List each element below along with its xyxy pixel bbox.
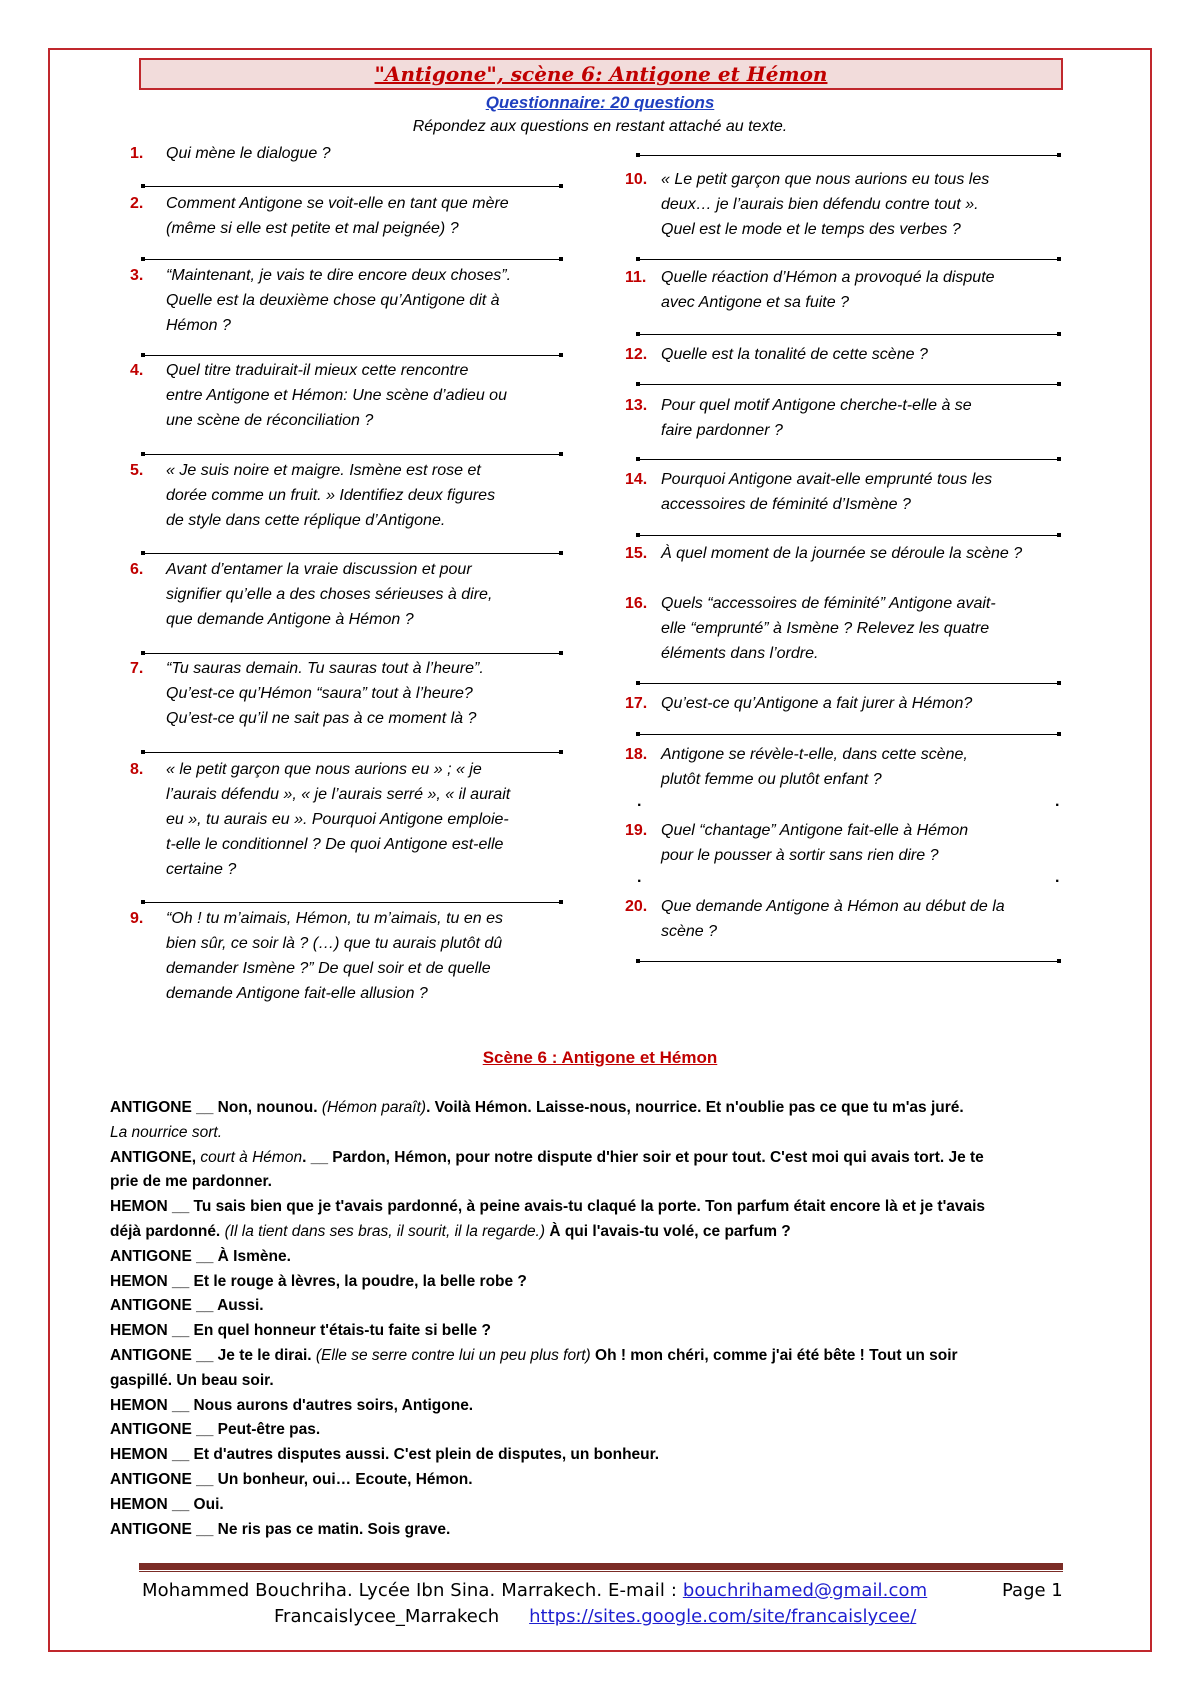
question-text — [166, 757, 510, 882]
question-text-line: Quelle est la tonalité de cette scène ? — [661, 346, 928, 363]
answer-line — [142, 902, 562, 903]
question-text-line: eu », tu aurais eu ». Pourquoi Antigone emploie- — [166, 811, 509, 828]
question-text-line: elle “emprunté” à Ismène ? Relevez les quatre — [661, 620, 990, 637]
dialogue-text: ANTIGONE __ Ne ris pas ce matin. Sois grave. — [110, 1520, 451, 1538]
question-text — [166, 141, 331, 166]
question-text-line: “Oh ! tu m’aimais, Hémon, tu m’aimais, tu en es — [166, 910, 503, 927]
question-text — [661, 167, 989, 242]
dialogue-line — [110, 1245, 1100, 1270]
question-text-line: demande Antigone fait-elle allusion ? — [166, 985, 428, 1002]
dialogue-text: ANTIGONE __ Non, nounou. — [110, 1099, 322, 1116]
question-number: 11. — [625, 269, 647, 286]
question-text — [661, 342, 928, 367]
question-text-line: l’aurais défendu », « je l’aurais serré », « il aurait — [166, 786, 511, 803]
question-number: 8. — [130, 761, 144, 778]
question-text — [661, 591, 996, 666]
dialogue-line — [110, 1493, 1100, 1518]
question-number: 18. — [625, 746, 648, 763]
footer-rule — [139, 1563, 1063, 1570]
answer-dot: . — [637, 869, 642, 886]
question-number: 3. — [130, 267, 144, 284]
question-text-line: Quelle est la deuxième chose qu’Antigone dit à — [166, 292, 500, 309]
dialogue-line — [110, 1270, 1100, 1295]
dialogue-text: . __ Pardon, Hémon, pour notre dispute d'hier soir et pour tout. C'est moi qui avais tort. Je te — [302, 1148, 984, 1166]
dialogue-text: ANTIGONE __ Aussi. — [110, 1297, 264, 1315]
footer-site-name: Francaislycee_Marrakech — [274, 1606, 500, 1627]
answer-line — [142, 553, 562, 554]
answer-line — [142, 259, 562, 260]
answer-line — [142, 653, 562, 654]
question-text — [661, 818, 968, 868]
question-text-line: Qu’est-ce qu’Antigone a fait jurer à Hémon? — [661, 695, 973, 712]
dialogue-text: À qui l'avais-tu volé, ce parfum ? — [545, 1222, 791, 1240]
footer-email-link[interactable]: bouchrihamed@gmail.com — [682, 1580, 928, 1601]
question-text-line: plutôt femme ou plutôt enfant ? — [661, 771, 882, 788]
stage-direction: La nourrice sort. — [110, 1123, 222, 1141]
answer-line — [637, 459, 1060, 460]
dialogue-text: . Voilà Hémon. Laisse-nous, nourrice. Et n'oublie pas ce que tu m'as juré. — [426, 1099, 964, 1116]
dialogue-line — [110, 1121, 1100, 1146]
footer-author: Mohammed Bouchriha. Lycée Ibn Sina. Marrakech. E-mail : — [142, 1580, 683, 1601]
question-text-line: Quels “accessoires de féminité” Antigone avait- — [661, 595, 996, 612]
question-number: 19. — [625, 822, 648, 839]
question-number: 14. — [625, 471, 648, 488]
question-number: 5. — [130, 462, 144, 479]
scene-title: Scène 6 : Antigone et Hémon — [482, 1048, 718, 1067]
page-number: Page 1 — [1002, 1580, 1063, 1601]
question-text — [166, 263, 511, 338]
answer-line — [637, 961, 1060, 962]
question-text-line: Qu’est-ce qu’Hémon “saura” tout à l’heure? — [166, 685, 473, 702]
dialogue-text: ANTIGONE __ Peut-être pas. — [110, 1421, 321, 1439]
question-text-line: Qui mène le dialogue ? — [166, 145, 331, 162]
dialogue-text: Oh ! mon chéri, comme j'ai été bête ! Tout un soir — [590, 1346, 958, 1364]
question-text-line: À quel moment de la journée se déroule la scène ? — [661, 545, 1023, 562]
scene-dialogue — [110, 1096, 1100, 1542]
question-text-line: “Tu sauras demain. Tu sauras tout à l’heure”. — [166, 660, 484, 677]
stage-direction: court à Hémon — [200, 1148, 303, 1166]
answer-line — [637, 535, 1060, 536]
question-text — [166, 557, 492, 632]
question-text-line: « Je suis noire et maigre. Ismène est rose et — [166, 462, 481, 479]
question-text-line: « Le petit garçon que nous aurions eu tous les — [661, 171, 990, 188]
stage-direction: (Hémon paraît) — [321, 1099, 427, 1116]
dialogue-line — [110, 1418, 1100, 1443]
stage-direction: (Elle se serre contre lui un peu plus fort) — [315, 1346, 591, 1364]
question-text-line: Quelle réaction d’Hémon a provoqué la dispute — [661, 269, 995, 286]
question-text — [661, 894, 1005, 944]
answer-dot: . — [1055, 869, 1060, 886]
answer-dot: . — [1055, 793, 1060, 810]
questionnaire-subtitle: Questionnaire: 20 questions — [485, 93, 715, 112]
question-text — [661, 265, 995, 315]
question-number: 20. — [625, 898, 648, 915]
answer-line — [142, 752, 562, 753]
question-text — [166, 458, 495, 533]
dialogue-text: déjà pardonné. — [110, 1222, 225, 1240]
question-number: 7. — [130, 660, 144, 677]
dialogue-line — [110, 1319, 1100, 1344]
footer-site-link[interactable]: https://sites.google.com/site/francaislycee/ — [529, 1606, 917, 1627]
document-title: "Antigone", scène 6: Antigone et Hémon — [374, 62, 828, 86]
question-text — [166, 191, 509, 241]
question-text-line: éléments dans l’ordre. — [661, 645, 819, 662]
footer-rule-thin — [139, 1571, 1063, 1572]
footer-site-line — [274, 1606, 916, 1627]
question-text-line: (même si elle est petite et mal peignée) ? — [166, 220, 459, 237]
question-number: 10. — [625, 171, 648, 188]
question-number: 9. — [130, 910, 144, 927]
question-text-line: Avant d’entamer la vraie discussion et pour — [166, 561, 472, 578]
answer-line — [142, 355, 562, 356]
question-text — [661, 742, 968, 792]
dialogue-line — [110, 1369, 1100, 1394]
question-text — [661, 393, 972, 443]
question-text-line: “Maintenant, je vais te dire encore deux choses”. — [166, 267, 512, 284]
question-text — [166, 656, 484, 731]
question-text-line: Pour quel motif Antigone cherche-t-elle à se — [661, 397, 972, 414]
dialogue-text: gaspillé. Un beau soir. — [110, 1371, 274, 1389]
dialogue-text: ANTIGONE __ Un bonheur, oui… Ecoute, Hémon. — [110, 1470, 473, 1488]
answer-line — [637, 384, 1060, 385]
answer-line — [637, 334, 1060, 335]
stage-direction: (Il la tient dans ses bras, il sourit, il la regarde.) — [224, 1222, 546, 1240]
question-text-line: faire pardonner ? — [661, 422, 783, 439]
question-number: 17. — [625, 695, 648, 712]
question-text-line: demander Ismène ?” De quel soir et de quelle — [166, 960, 491, 977]
answer-line — [637, 734, 1060, 735]
question-text — [661, 467, 992, 517]
question-text-line: Quel “chantage” Antigone fait-elle à Hémon — [661, 822, 969, 839]
dialogue-line — [110, 1394, 1100, 1419]
dialogue-text: HEMON __ Tu sais bien que je t'avais pardonné, à peine avais-tu claqué la porte. Ton parfum était encore là et je t'avais — [110, 1198, 986, 1216]
dialogue-text: HEMON __ Et le rouge à lèvres, la poudre, la belle robe ? — [110, 1272, 527, 1290]
question-text-line: t-elle le conditionnel ? De quoi Antigone est-elle — [166, 836, 504, 853]
question-text-line: une scène de réconciliation ? — [166, 412, 374, 429]
dialogue-line — [110, 1195, 1100, 1220]
question-number: 16. — [625, 595, 648, 612]
question-number: 15. — [625, 545, 648, 562]
question-text — [166, 358, 507, 433]
question-number: 12. — [625, 346, 648, 363]
question-number: 13. — [625, 397, 648, 414]
question-text-line: avec Antigone et sa fuite ? — [661, 294, 849, 311]
question-text-line: dorée comme un fruit. » Identifiez deux figures — [166, 487, 496, 504]
question-text-line: Antigone se révèle-t-elle, dans cette scène, — [661, 746, 968, 763]
question-text-line: accessoires de féminité d’Ismène ? — [661, 496, 911, 513]
question-text-line: Comment Antigone se voit-elle en tant que mère — [166, 195, 509, 212]
question-text — [661, 541, 1022, 566]
question-text-line: bien sûr, ce soir là ? (…) que tu aurais plutôt dû — [166, 935, 503, 952]
answer-line — [637, 155, 1060, 156]
question-text-line: que demande Antigone à Hémon ? — [166, 611, 414, 628]
question-text-line: Pourquoi Antigone avait-elle emprunté tous les — [661, 471, 993, 488]
dialogue-text: ANTIGONE, — [110, 1148, 201, 1166]
dialogue-line — [110, 1344, 1100, 1369]
dialogue-text: HEMON __ Et d'autres disputes aussi. C'est plein de disputes, un bonheur. — [110, 1446, 660, 1464]
dialogue-line — [110, 1443, 1100, 1468]
question-text-line: « le petit garçon que nous aurions eu » ; « je — [166, 761, 482, 778]
question-text-line: certaine ? — [166, 861, 237, 878]
question-text-line: Que demande Antigone à Hémon au début de la — [661, 898, 1005, 915]
question-number: 4. — [130, 362, 144, 379]
answer-line — [637, 259, 1060, 260]
dialogue-line — [110, 1518, 1100, 1543]
question-text — [661, 691, 972, 716]
question-text-line: signifier qu’elle a des choses sérieuses à dire, — [166, 586, 493, 603]
dialogue-text: HEMON __ Oui. — [110, 1495, 224, 1513]
question-text-line: deux… je l’aurais bien défendu contre tout ». — [661, 196, 979, 213]
question-text-line: Quel titre traduirait-il mieux cette rencontre — [166, 362, 469, 379]
question-text-line: pour le pousser à sortir sans rien dire ? — [661, 847, 939, 864]
dialogue-line — [110, 1294, 1100, 1319]
dialogue-line — [110, 1096, 1100, 1121]
question-number: 2. — [130, 195, 144, 212]
answer-line — [637, 683, 1060, 684]
instruction-text: Répondez aux questions en restant attaché au texte. — [412, 118, 788, 135]
question-text-line: scène ? — [661, 923, 718, 940]
dialogue-line — [110, 1468, 1100, 1493]
dialogue-text: ANTIGONE __ Je te le dirai. — [110, 1346, 316, 1364]
question-text-line: de style dans cette réplique d’Antigone. — [166, 512, 446, 529]
dialogue-line — [110, 1220, 1100, 1245]
dialogue-text: ANTIGONE __ À Ismène. — [110, 1247, 291, 1265]
question-number: 6. — [130, 561, 144, 578]
question-text — [166, 906, 503, 1006]
dialogue-text: HEMON __ Nous aurons d'autres soirs, Antigone. — [110, 1396, 474, 1414]
answer-dot: . — [637, 793, 642, 810]
question-number: 1. — [130, 145, 144, 162]
answer-line — [142, 186, 562, 187]
dialogue-line — [110, 1146, 1100, 1171]
question-text-line: Quel est le mode et le temps des verbes ? — [661, 221, 961, 238]
title-box — [139, 58, 1063, 90]
question-text-line: Hémon ? — [166, 317, 231, 334]
question-text-line: Qu’est-ce qu’il ne sait pas à ce moment là ? — [166, 710, 477, 727]
answer-line — [142, 454, 562, 455]
dialogue-line — [110, 1170, 1100, 1195]
dialogue-text: prie de me pardonner. — [110, 1173, 272, 1191]
dialogue-text: HEMON __ En quel honneur t'étais-tu faite si belle ? — [110, 1322, 491, 1340]
question-text-line: entre Antigone et Hémon: Une scène d’adieu ou — [166, 387, 507, 404]
footer-author-line — [142, 1580, 927, 1601]
